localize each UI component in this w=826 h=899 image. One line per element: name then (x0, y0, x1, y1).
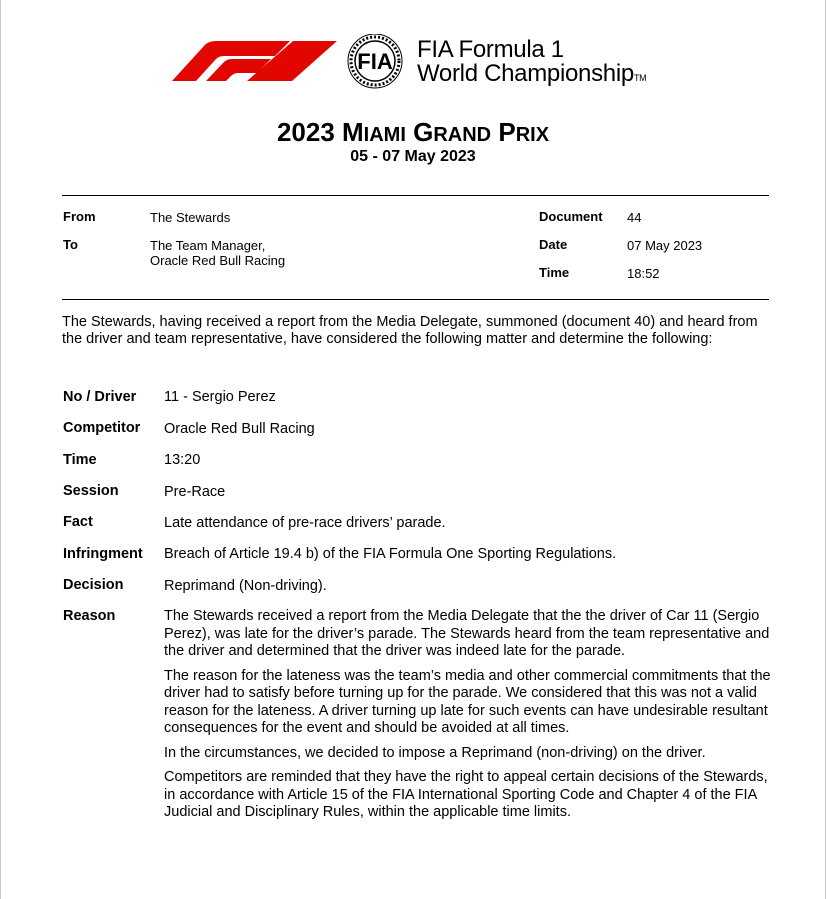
to-value-line-1: The Team Manager, (150, 238, 266, 253)
decision-label: Decision (63, 577, 124, 593)
f1-logo-icon (172, 34, 417, 90)
from-label: From (63, 209, 96, 224)
infringement-value: Breach of Article 19.4 b) of the FIA Formula One Sporting Regulations. (164, 546, 617, 562)
document-label: Document (539, 209, 603, 224)
document-value: 44 (627, 210, 642, 225)
session-value: Pre-Race (164, 484, 226, 500)
reason-paragraph-4: Competitors are reminded that they have the right to appeal certain decisions of the Stewards, in accordance with Article 15 of the FIA International Sporting Code and Chapter 4 of the FIA Judicial and Disciplinary Rules, within the applicable time limits. (164, 769, 768, 820)
logo-line-1: FIA Formula 1 (417, 36, 564, 63)
time-value: 18:52 (627, 266, 660, 281)
to-value-line-2: Oracle Red Bull Racing (150, 253, 286, 268)
reason-paragraph-1: The Stewards received a report from the Media Delegate that the the driver of Car 11 (Sergio Perez), was late for the driver’s parade. The Stewards heard from the team representative and the driver and determined that the driver was indeed late for the parade. (164, 608, 770, 659)
svg-text:FIA: FIA (357, 49, 393, 74)
reason-paragraph-3: In the circumstances, we decided to impose a Reprimand (non-driving) on the driver. (164, 744, 706, 761)
event-title: 2023 MIAMI GRAND PRIX (276, 117, 550, 147)
trademark: TM (633, 73, 647, 83)
date-label: Date (539, 237, 568, 252)
session-label: Session (63, 483, 119, 499)
fact-label: Fact (63, 514, 93, 530)
date-value: 07 May 2023 (627, 238, 703, 253)
infringement-label: Infringment (63, 546, 143, 562)
event-dates: 05 - 07 May 2023 (350, 148, 476, 165)
reason-label: Reason (63, 608, 116, 624)
header-top-rule (62, 195, 769, 196)
f1-fia-logo (172, 34, 672, 90)
header-bottom-rule (62, 299, 769, 300)
from-value: The Stewards (150, 210, 231, 225)
reason-paragraph-2: The reason for the lateness was the team’s media and other commercial commitments that the driver had to satisfy before turning up for the parade. We considered that this was not a valid reason for the lateness. A driver turning up late for such events can have undesirable resultant consequences for the event and should be avoided at all times. (164, 667, 771, 736)
competitor-value: Oracle Red Bull Racing (164, 421, 315, 437)
time-row-label: Time (63, 452, 97, 468)
time-label: Time (539, 265, 570, 280)
time-row-value: 13:20 (164, 452, 201, 468)
fact-value: Late attendance of pre-race drivers’ parade. (164, 515, 446, 531)
driver-value: 11 - Sergio Perez (164, 389, 276, 405)
competitor-label: Competitor (63, 420, 141, 436)
reason-text (164, 608, 774, 829)
intro-paragraph: The Stewards, having received a report from the Media Delegate, summoned (document 40) and heard from the driver and team representative, have considered the following matter and determine the following: (62, 314, 758, 347)
decision-value: Reprimand (Non-driving). (164, 578, 327, 594)
to-label: To (63, 237, 78, 252)
logo-line-2: World ChampionshipTM (417, 60, 647, 87)
driver-label: No / Driver (63, 389, 137, 405)
